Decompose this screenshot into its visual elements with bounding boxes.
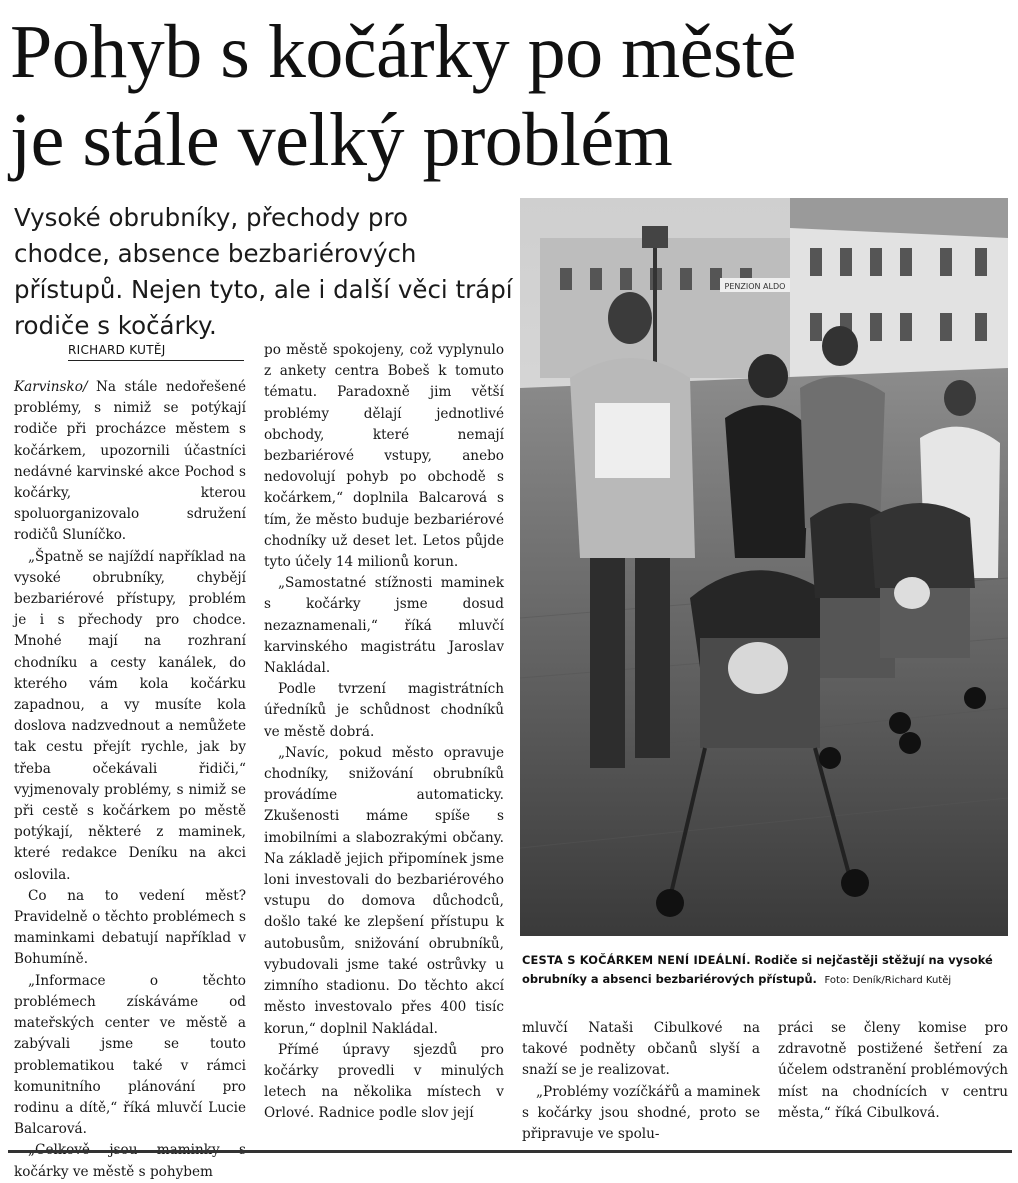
- lead-line-4: rodiče s kočárky.: [14, 311, 217, 340]
- headline: [10, 8, 1010, 184]
- article-column-4: [778, 1018, 1008, 1124]
- article-paragraph: práci se členy komise pro zdravotně postižené šetření za účelem odstranění problémových míst na chodnících v centru města,“ říká Cibulková.: [778, 1020, 1008, 1121]
- lead-paragraph: [14, 200, 519, 344]
- lead-line-2: chodce, absence bezbariérových: [14, 239, 417, 268]
- caption-text: Rodiče si nejčastěji stěžují na vysoké obrubníky a absenci bezbariérových přístupů.: [522, 953, 993, 986]
- caption-headline: CESTA S KOČÁRKEM NENÍ IDEÁLNÍ.: [522, 953, 751, 967]
- lead-line-3: přístupů. Nejen tyto, ale i další věci trápí: [14, 275, 513, 304]
- article-paragraph: „Samostatné stížnosti maminek s kočárky jsme dosud nezaznamenali,“ říká mluvčí karvinského magistrátu Jaroslav Nakládal.: [264, 575, 504, 677]
- photo-illustration: [520, 198, 1008, 936]
- paragraph-text: Na stále nedořešené problémy, s nimiž se potýkají rodiče při procházce městem s kočárkem, upozornili účastníci nedávné karvinské akce Pochod s kočárky, kterou spoluorganizovalo sdružení rodičů Sluníčko.: [14, 379, 246, 544]
- photo-caption: [522, 951, 1010, 990]
- article-paragraph: Podle tvrzení magistrátních úředníků je schůdnost chodníků ve městě dobrá.: [264, 681, 504, 740]
- news-photo: [520, 198, 1008, 936]
- article-paragraph: kočárky ve městě s pohybem: [14, 1163, 213, 1180]
- article-paragraph: „Navíc, pokud město opravuje chodníky, snižování obrubníků provádíme automaticky. Zkušenosti máme spíše s imobilními a slabozrakými občany. Na základě jejich připomínek jsme loni investovali do bezbariérového vstupu do domova důchodců, došlo také ke zlepšení přístupu k autobusům, snižování obrubníků, vybudovali jsme také ostrůvky u zimního stadionu. Do těchto akcí město investovalo přes 400 tisíc korun,“ doplnil Nakládal.: [264, 744, 504, 1037]
- photo-sign: PENZION ALDO: [724, 282, 786, 291]
- article-paragraph: po městě spokojeny, což vyplynulo z ankety centra Bobeš k tomuto tématu. Paradoxně jim větší problémy dělají jednotlivé obchody, které nemají bezbariérové vstupy, anebo nedovolují pohyb po obchodě s kočárkem,“ doplnila Balcarová s tím, že město buduje bezbariérové chodníky už deset let. Letos půjde tyto účely 14 milionů korun.: [264, 342, 504, 571]
- article-paragraph: „Špatně se najíždí například na vysoké obrubníky, chybějí bezbariérové přístupy, problém je i s přechody pro chodce. Mnohé mají na rozhraní chodníku a cesty kanálek, do kterého vám kola kočárku zapadnou, a vy musíte kola doslova nadzvednout a nemůžete tak cestu přejít rychle, jak by třeba očekávali řidiči,“ vyjmenovaly problémy, s nimiž se při cestě s kočárkem po městě potýkají, některé z maminek, které redakce Deníku na akci oslovila.: [14, 548, 246, 883]
- article-paragraph: mluvčí Nataši Cibulkové na takové podněty občanů slyší a snaží se je realizovat.: [522, 1020, 760, 1079]
- article-paragraph: Přímé úpravy sjezdů pro kočárky provedli v minulých letech na několika místech v Orlové. Radnice podle slov její: [264, 1041, 504, 1122]
- article-column-1: [14, 377, 246, 1183]
- headline-line-1: Pohyb s kočárky po městě: [10, 10, 796, 94]
- bottom-rule: [8, 1150, 1012, 1153]
- article-paragraph: „Problémy vozíčkářů a maminek s kočárky jsou shodné, proto se připravuje ve spolu-: [522, 1083, 760, 1143]
- person-head: [608, 292, 652, 344]
- photo-credit: Foto: Deník/Richard Kutěj: [824, 975, 952, 986]
- article-paragraph: Co na to vedení měst? Pravidelně o těchto problémech s maminkami debatují například v Bohumíně.: [14, 887, 246, 968]
- lead-line-1: Vysoké obrubníky, přechody pro: [14, 203, 409, 232]
- byline: RICHARD KUTĚJ: [68, 343, 244, 361]
- article-paragraph: „Informace o těchto problémech získáváme od mateřských center ve městě a zabývali jsme se touto problematikou také v rámci komunitního plánování pro rodinu a dítě,“ říká mluvčí Lucie Balcarová.: [14, 972, 246, 1138]
- article-column-3: [522, 1018, 760, 1145]
- building-left: [540, 238, 790, 378]
- article-paragraph: [14, 377, 246, 547]
- article-column-2: [264, 340, 504, 1125]
- dateline-place: Karvinsko/: [14, 379, 88, 395]
- headline-line-2: je stále velký problém: [10, 98, 673, 182]
